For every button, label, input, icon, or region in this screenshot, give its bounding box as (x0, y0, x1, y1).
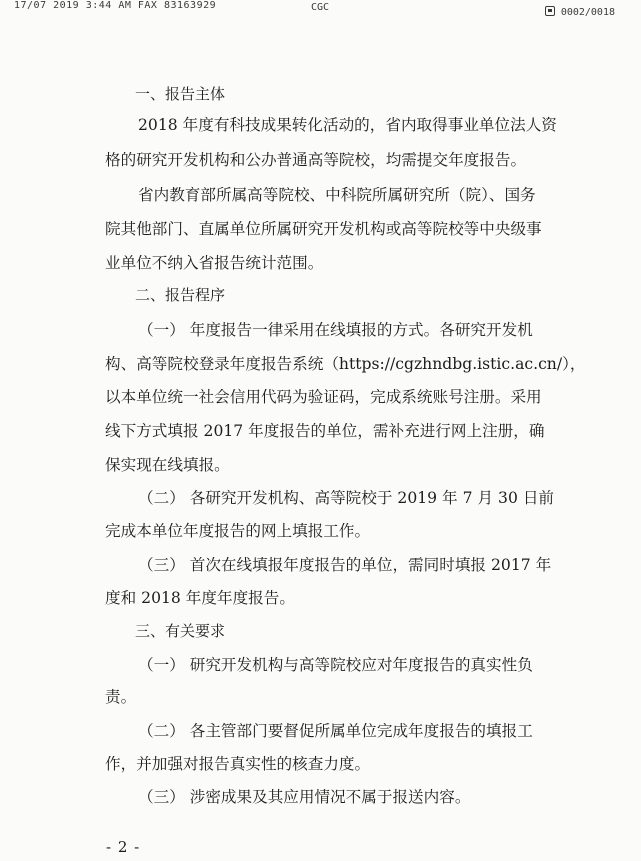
body-line: 作，并加强对报告真实性的核查力度。 (105, 755, 371, 773)
body-line: 度和 2018 年度年度报告。 (105, 589, 295, 607)
section-heading-requirements: 三、有关要求 (135, 622, 226, 640)
fax-header (0, 0, 641, 18)
section-heading-report-subject: 一、报告主体 (135, 85, 226, 103)
body-line: 2018 年度有科技成果转化活动的，省内取得事业单位法人资 (138, 116, 557, 134)
page-number: - 2 - (106, 838, 141, 856)
body-line: 完成本单位年度报告的网上填报工作。 (105, 522, 371, 540)
section-heading-report-procedure: 二、报告程序 (135, 286, 226, 304)
body-line: （三） 首次在线填报年度报告的单位，需同时填报 2017 年 (138, 556, 552, 574)
body-line: 线下方式填报 2017 年度报告的单位，需补充进行网上注册，确 (105, 422, 545, 440)
body-line: （三） 涉密成果及其应用情况不属于报送内容。 (138, 788, 471, 806)
body-line: （二） 各主管部门要督促所属单位完成年度报告的填报工 (138, 722, 533, 740)
fax-timestamp: 17/07 2019 3:44 AM FAX 83163929 (14, 0, 217, 11)
fax-page-count: 0002/0018 (560, 7, 615, 18)
body-line: 业单位不纳入省报告统计范围。 (105, 254, 324, 272)
body-line: （一） 研究开发机构与高等院校应对年度报告的真实性负 (138, 656, 533, 674)
body-line: （二） 各研究开发机构、高等院校于 2019 年 7 月 30 日前 (138, 489, 555, 507)
body-line: 保实现在线填报。 (105, 456, 230, 474)
body-line: 格的研究开发机构和公办普通高等院校，均需提交年度报告。 (105, 151, 527, 169)
fax-icon (545, 6, 555, 16)
fax-page-counter (545, 6, 615, 18)
body-line: （一） 年度报告一律采用在线填报的方式。各研究开发机 (138, 321, 533, 339)
body-line: 院其他部门、直属单位所属研究开发机构或高等院校等中央级事 (105, 220, 542, 238)
body-line: 以本单位统一社会信用代码为验证码，完成系统账号注册。采用 (105, 388, 542, 406)
body-line: 构、高等院校登录年度报告系统（https://cgzhndbg.istic.ac.cn/）， (105, 355, 586, 373)
fax-sender-id: CGC (311, 2, 330, 13)
body-line: 省内教育部所属高等院校、中科院所属研究所（院）、国务 (138, 186, 536, 204)
body-line: 责。 (105, 688, 137, 706)
